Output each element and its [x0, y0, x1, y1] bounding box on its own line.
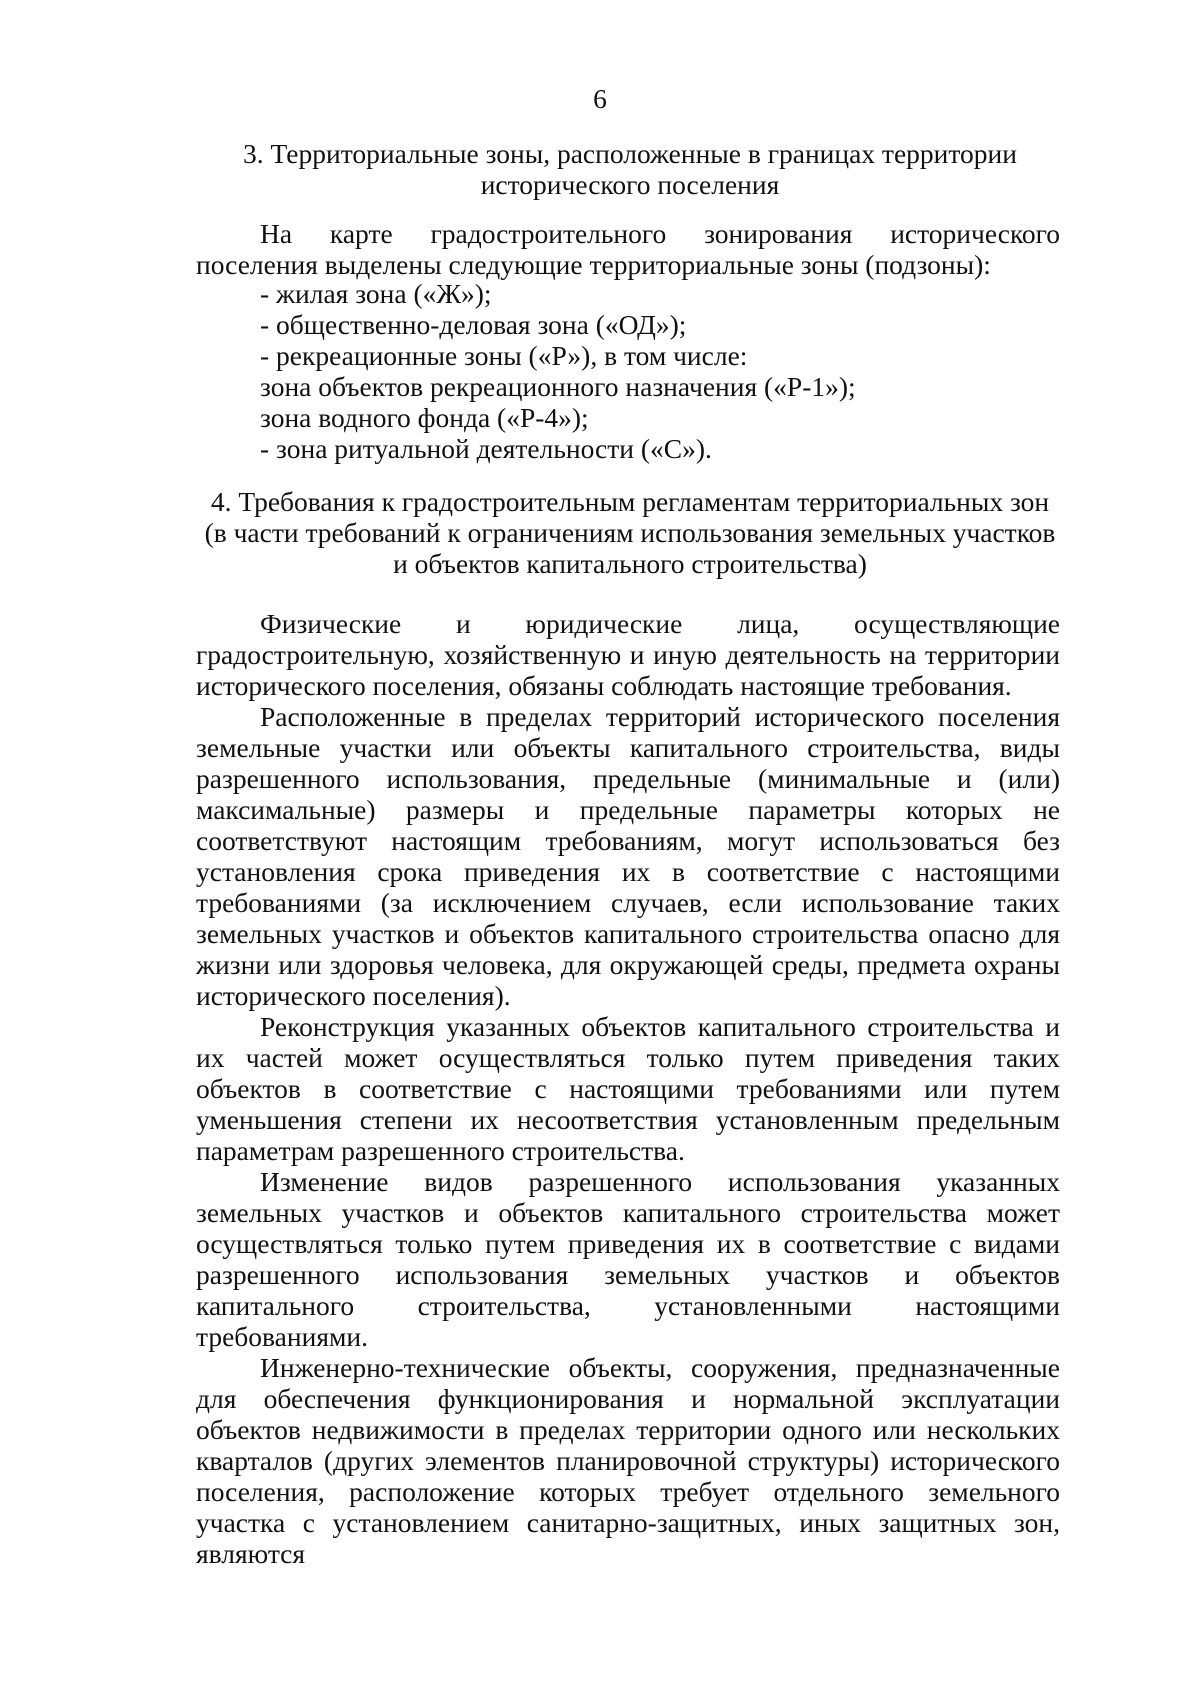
section-4-heading — [190, 486, 1070, 579]
page-number: 6 — [593, 83, 607, 114]
section-4-title-line-1: 4. Требования к градостроительным регламентам территориальных зон — [210, 486, 1050, 517]
body-paragraph: Реконструкция указанных объектов капитального строительства и их частей может осуществляться только путем приведения таких объектов в соответствие с настоящими требованиями или путем уменьшения степени их несоответствия установленным предельным параметрам разрешенного строительства. — [196, 1011, 1060, 1166]
section-4-title-line-3: и объектов капитального строительства) — [393, 548, 867, 579]
zone-list-item: - общественно-деловая зона («ОД»); — [260, 309, 687, 340]
zone-list-item: - жилая зона («Ж»); — [260, 278, 492, 309]
body-paragraph: Инженерно-технические объекты, сооружения, предназначенные для обеспечения функционирования и нормальной эксплуатации объектов недвижимости в пределах территории одного или нескольких кварталов (других элементов планировочной структуры) исторического поселения, расположение которых требует отдельного земельного участка с установлением санитарно-защитных, иных защитных зон, являются — [196, 1352, 1060, 1569]
section-3-intro-paragraph: На карте градостроительного зонирования исторического поселения выделены следующие территориальные зоны (подзоны): — [196, 218, 1060, 280]
body-paragraph: Физические и юридические лица, осуществляющие градостроительную, хозяйственную и иную деятельность на территории исторического поселения, обязаны соблюдать настоящие требования. — [196, 608, 1060, 701]
section-4-title-line-2: (в части требований к ограничениям использования земельных участков — [204, 517, 1056, 548]
zone-list-item: - рекреационные зоны («Р»), в том числе: — [260, 340, 748, 371]
section-3-heading — [190, 138, 1070, 200]
section-3-title-line-2: исторического поселения — [480, 169, 780, 200]
zone-list — [260, 278, 856, 464]
section-3-title-line-1: 3. Территориальные зоны, расположенные в границах территории — [243, 138, 1017, 169]
zone-list-item: зона водного фонда («Р-4»); — [260, 402, 589, 433]
body-paragraph: Изменение видов разрешенного использования указанных земельных участков и объектов капитального строительства может осуществляться только путем приведения их в соответствие с видами разрешенного использования земельных участков и объектов капитального строительства, установленными настоящими требованиями. — [196, 1166, 1060, 1352]
section-3-intro — [196, 218, 1060, 280]
zone-list-item: - зона ритуальной деятельности («С»). — [260, 433, 712, 464]
body-paragraph: Расположенные в пределах территорий исторического поселения земельные участки или объекты капитального строительства, виды разрешенного использования, предельные (минимальные и (или) максимальные) размеры и предельные параметры которых не соответствуют настоящим требованиям, могут использоваться без установления срока приведения их в соответствие с настоящими требованиями (за исключением случаев, если использование таких земельных участков и объектов капитального строительства опасно для жизни или здоровья человека, для окружающей среды, предмета охраны исторического поселения). — [196, 701, 1060, 1011]
section-4-body — [196, 608, 1060, 1569]
zone-list-item: зона объектов рекреационного назначения («Р-1»); — [260, 371, 856, 402]
